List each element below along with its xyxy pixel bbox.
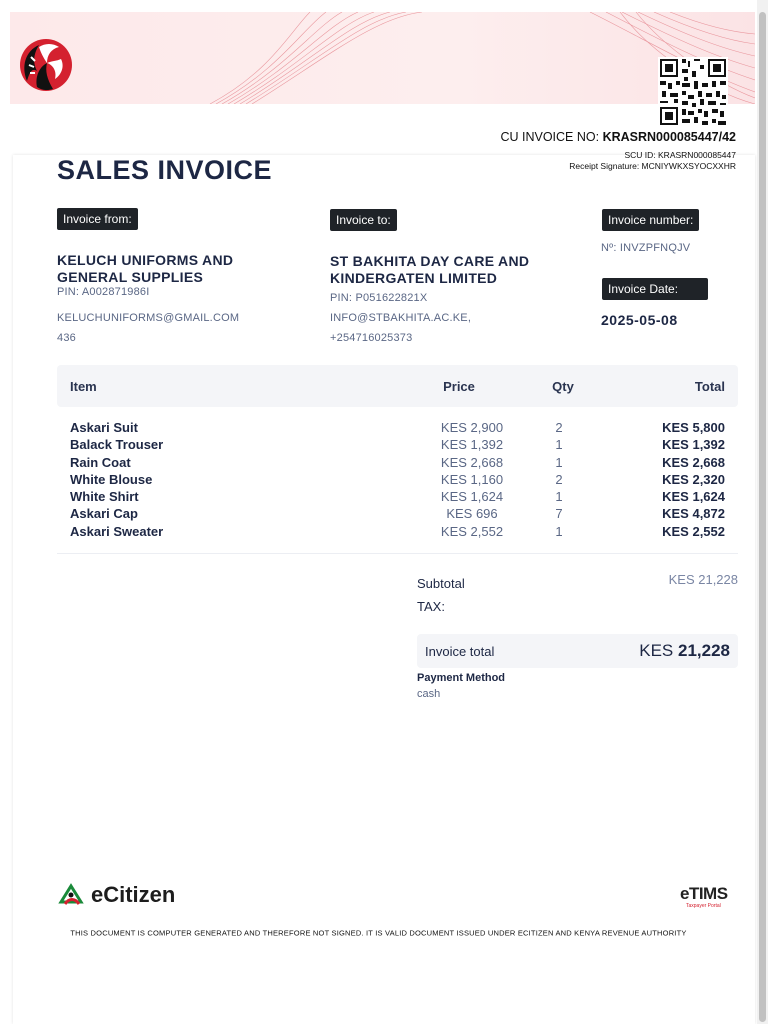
buyer-name-line2: KINDERGATEN LIMITED <box>330 270 498 286</box>
invoice-date: 2025-05-08 <box>601 312 678 328</box>
ecitizen-wordmark: eCitizen <box>91 882 176 907</box>
tax-label: TAX: <box>417 599 445 614</box>
table-row <box>57 524 738 541</box>
row-total: KES 4,872 <box>662 506 725 522</box>
column-header-qty: Qty <box>552 379 574 394</box>
cu-invoice-number: KRASRN000085447/42 <box>602 130 736 144</box>
row-price: KES 2,668 <box>440 454 504 470</box>
row-total: KES 5,800 <box>662 420 725 435</box>
kra-lion-logo-icon <box>17 37 77 93</box>
row-qty: 1 <box>555 489 563 505</box>
table-divider <box>57 553 738 554</box>
qr-code-icon <box>658 57 728 127</box>
header-pattern <box>10 12 755 104</box>
column-header-price: Price <box>443 379 475 394</box>
row-price: KES 1,160 <box>440 471 504 487</box>
row-total: KES 2,320 <box>662 471 725 487</box>
cu-invoice-label: CU INVOICE NO: <box>500 130 600 144</box>
row-qty: 1 <box>555 437 563 453</box>
invoice-number-pill: Invoice number: <box>602 209 699 231</box>
scu-info <box>569 150 736 172</box>
table-row <box>57 506 738 523</box>
row-total: KES 2,668 <box>662 454 725 470</box>
row-price: KES 1,392 <box>440 437 504 453</box>
row-item: Rain Coat <box>70 454 131 470</box>
invoice-total-amount: 21,228 <box>678 641 730 660</box>
seller-name-line2: GENERAL SUPPLIES <box>57 269 204 285</box>
seller-email: KELUCHUNIFORMS@GMAIL.COM <box>57 312 240 324</box>
table-row <box>57 437 738 454</box>
buyer-phone: +254716025373 <box>330 332 413 344</box>
table-row <box>57 420 738 437</box>
column-header-total: Total <box>694 379 725 394</box>
invoice-number: Nº: INVZPFNQJV <box>601 242 691 254</box>
table-row <box>57 472 738 489</box>
cu-invoice-line <box>500 130 736 144</box>
receipt-signature: Receipt Signature: MCNIYWKXSYOCXXHR <box>569 161 736 171</box>
invoice-total-box <box>417 634 738 668</box>
seller-phone: 436 <box>57 332 76 344</box>
row-qty: 1 <box>555 454 563 470</box>
row-price: KES 696 <box>446 506 498 522</box>
items-table-header <box>57 365 738 407</box>
row-item: Balack Trouser <box>70 437 164 453</box>
ecitizen-mark-icon <box>57 882 85 910</box>
seller-name <box>57 252 233 286</box>
etims-subtitle: Taxpayer Portal <box>686 903 721 909</box>
row-item: Askari Suit <box>70 420 138 435</box>
table-row <box>57 489 738 506</box>
subtotal-label: Subtotal <box>417 576 465 591</box>
table-row <box>57 455 738 472</box>
row-price: KES 2,900 <box>440 420 504 435</box>
payment-method-value: cash <box>417 688 441 700</box>
invoice-total-currency: KES <box>639 641 674 660</box>
etims-logo <box>680 884 738 910</box>
row-total: KES 1,392 <box>662 437 725 453</box>
invoice-date-pill: Invoice Date: <box>602 278 708 300</box>
subtotal-value: KES 21,228 <box>668 572 738 587</box>
row-item: White Shirt <box>70 489 139 505</box>
seller-pin: PIN: A002871986I <box>57 286 150 298</box>
row-total: KES 1,624 <box>662 489 725 505</box>
items-table-body <box>57 420 738 541</box>
row-price: KES 2,552 <box>440 523 504 539</box>
scrollbar[interactable] <box>757 0 768 1024</box>
seller-name-line1: KELUCH UNIFORMS AND <box>57 252 234 268</box>
row-item: White Blouse <box>70 471 153 487</box>
row-qty: 1 <box>555 523 563 539</box>
scu-id: SCU ID: KRASRN000085447 <box>624 150 736 160</box>
invoice-to-pill: Invoice to: <box>330 209 397 231</box>
buyer-name-line1: ST BAKHITA DAY CARE AND <box>330 253 530 269</box>
row-total: KES 2,552 <box>662 523 725 539</box>
footer-disclaimer: THIS DOCUMENT IS COMPUTER GENERATED AND THEREFORE NOT SIGNED. IT IS VALID DOCUMENT ISSUED UNDER ECITIZEN AND KENYA REVENUE AUTHORITY <box>70 929 687 938</box>
page-title: SALES INVOICE <box>57 155 273 185</box>
row-item: Askari Cap <box>70 506 138 522</box>
etims-wordmark: eTIMS <box>680 884 728 903</box>
buyer-email: INFO@STBAKHITA.AC.KE, <box>330 312 472 324</box>
row-item: Askari Sweater <box>70 523 164 539</box>
buyer-name <box>330 253 529 287</box>
column-header-item: Item <box>70 379 97 394</box>
row-qty: 7 <box>555 506 563 522</box>
invoice-total-value <box>639 641 730 661</box>
invoice-from-pill: Invoice from: <box>57 208 138 230</box>
row-price: KES 1,624 <box>440 489 504 505</box>
row-qty: 2 <box>555 471 563 487</box>
payment-method-label: Payment Method <box>417 672 506 684</box>
header-band <box>10 12 755 104</box>
invoice-total-label: Invoice total <box>425 644 495 659</box>
row-qty: 2 <box>555 420 563 435</box>
buyer-pin: PIN: P051622821X <box>330 292 428 304</box>
scrollbar-thumb[interactable] <box>759 12 766 1022</box>
